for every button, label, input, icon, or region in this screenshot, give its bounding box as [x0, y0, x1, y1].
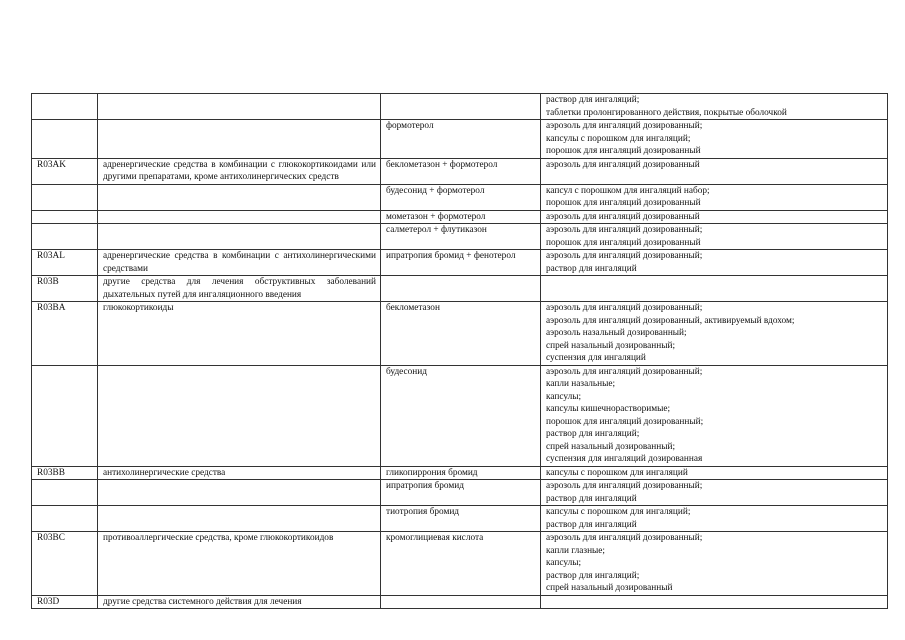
dosage-form-line: аэрозоль для ингаляций дозированный — [546, 211, 700, 222]
dosage-form-line: раствор для ингаляций; — [546, 429, 640, 439]
drug-name-cell: будесонид + формотерол — [381, 184, 541, 210]
table-row — [32, 210, 888, 224]
drug-name-cell: кромоглициевая кислота — [381, 532, 541, 596]
atc-code-cell: R03AL — [32, 250, 98, 276]
table-row — [32, 184, 888, 210]
drug-name-cell: беклометазон + формотерол — [381, 158, 541, 184]
anatomical-therapeutic-group-cell — [98, 224, 381, 250]
dosage-forms-cell — [541, 120, 888, 159]
drug-name-cell: салметерол + флутиказон — [381, 224, 541, 250]
drug-name-cell: беклометазон — [381, 302, 541, 366]
dosage-form-line: капсулы с порошком для ингаляций; — [546, 507, 691, 517]
anatomical-therapeutic-group-cell: противоаллергические средства, кроме глюкокортикоидов — [98, 532, 381, 596]
drug-name-cell: мометазон + формотерол — [381, 210, 541, 224]
drug-name-cell — [381, 276, 541, 302]
table-row — [32, 595, 888, 609]
dosage-forms-cell — [541, 158, 888, 184]
dosage-forms-cell — [541, 480, 888, 506]
table-row — [32, 94, 888, 120]
table-row — [32, 302, 888, 366]
drug-name-cell: ипратропия бромид + фенотерол — [381, 250, 541, 276]
dosage-form-line: капсулы; — [546, 391, 582, 402]
atc-code-cell: R03B — [32, 276, 98, 302]
dosage-form-line: порошок для ингаляций дозированный — [546, 146, 701, 156]
anatomical-therapeutic-group-cell — [98, 480, 381, 506]
table-row — [32, 532, 888, 596]
atc-code-cell: R03BB — [32, 466, 98, 480]
dosage-form-line: раствор для ингаляций — [546, 519, 637, 530]
dosage-form-line: спрей назальный дозированный; — [546, 441, 676, 452]
dosage-forms-cell — [541, 302, 888, 366]
dosage-form-line: аэрозоль для ингаляций дозированный; — [546, 303, 703, 313]
atc-code-cell: R03BA — [32, 302, 98, 366]
dosage-form-line: аэрозоль для ингаляций дозированный, активируемый вдохом; — [546, 315, 795, 326]
dosage-form-line: капсулы кишечнорастворимые; — [546, 404, 671, 414]
dosage-form-line: капсулы; — [546, 558, 582, 568]
dosage-forms-cell — [541, 595, 888, 609]
dosage-form-line: капли глазные; — [546, 545, 606, 556]
anatomical-therapeutic-group-cell — [98, 506, 381, 532]
dosage-form-line: аэрозоль для ингаляций дозированный; — [546, 251, 703, 261]
table-row — [32, 250, 888, 276]
atc-code-cell — [32, 94, 98, 120]
dosage-form-line: раствор для ингаляций — [546, 493, 637, 504]
atc-code-cell — [32, 506, 98, 532]
dosage-forms-cell — [541, 365, 888, 466]
dosage-form-line: аэрозоль назальный дозированный; — [546, 328, 687, 338]
table-row — [32, 466, 888, 480]
table-row — [32, 120, 888, 159]
dosage-form-line: аэрозоль для ингаляций дозированный — [546, 159, 700, 170]
atc-code-cell: R03D — [32, 595, 98, 609]
drug-name-cell: будесонид — [381, 365, 541, 466]
dosage-form-line: аэрозоль для ингаляций дозированный; — [546, 366, 703, 377]
anatomical-therapeutic-group-cell: антихолинергические средства — [98, 466, 381, 480]
atc-code-cell — [32, 210, 98, 224]
dosage-forms-cell — [541, 466, 888, 480]
anatomical-therapeutic-group-cell: адренергические средства в комбинации с глюкокортикоидами или другими препаратами, кроме антихолинергических средств — [98, 158, 381, 184]
dosage-forms-cell — [541, 506, 888, 532]
dosage-form-line: раствор для ингаляций — [546, 263, 637, 274]
drug-name-cell: тиотропия бромид — [381, 506, 541, 532]
anatomical-therapeutic-group-cell — [98, 365, 381, 466]
atc-code-cell: R03AK — [32, 158, 98, 184]
dosage-form-line: суспензия для ингаляций — [546, 353, 646, 363]
anatomical-therapeutic-group-cell — [98, 120, 381, 159]
anatomical-therapeutic-group-cell — [98, 94, 381, 120]
dosage-form-line: спрей назальный дозированный; — [546, 340, 676, 351]
table-row — [32, 224, 888, 250]
table-row — [32, 480, 888, 506]
dosage-form-line: аэрозоль для ингаляций дозированный; — [546, 121, 703, 131]
dosage-form-line: суспензия для ингаляций дозированная — [546, 454, 703, 464]
drug-table — [31, 93, 888, 609]
dosage-forms-cell — [541, 532, 888, 596]
dosage-form-line: аэрозоль для ингаляций дозированный; — [546, 481, 703, 491]
dosage-form-line: порошок для ингаляций дозированный — [546, 237, 701, 248]
dosage-forms-cell — [541, 224, 888, 250]
drug-name-cell: формотерол — [381, 120, 541, 159]
dosage-form-line: раствор для ингаляций; — [546, 95, 640, 105]
table-body — [32, 94, 888, 609]
anatomical-therapeutic-group-cell — [98, 210, 381, 224]
anatomical-therapeutic-group-cell: другие средства системного действия для лечения — [98, 595, 381, 609]
dosage-form-line: таблетки пролонгированного действия, покрытые оболочкой — [546, 107, 787, 118]
atc-code-cell: R03BC — [32, 532, 98, 596]
dosage-form-line: спрей назальный дозированный — [546, 583, 673, 593]
atc-code-cell — [32, 120, 98, 159]
dosage-form-line: порошок для ингаляций дозированный — [546, 198, 701, 208]
drug-name-cell: ипратропия бромид — [381, 480, 541, 506]
dosage-form-line: порошок для ингаляций дозированный; — [546, 416, 704, 427]
dosage-form-line: капсулы с порошком для ингаляций; — [546, 133, 691, 144]
dosage-forms-cell — [541, 94, 888, 120]
dosage-form-line: капсулы с порошком для ингаляций — [546, 467, 688, 478]
dosage-form-line: капли назальные; — [546, 379, 616, 389]
drug-name-cell: гликопиррония бромид — [381, 466, 541, 480]
atc-code-cell — [32, 365, 98, 466]
dosage-forms-cell — [541, 276, 888, 302]
table-row — [32, 365, 888, 466]
atc-code-cell — [32, 480, 98, 506]
anatomical-therapeutic-group-cell: адренергические средства в комбинации с антихолинергическими средствами — [98, 250, 381, 276]
anatomical-therapeutic-group-cell: глюкокортикоиды — [98, 302, 381, 366]
dosage-form-line: раствор для ингаляций; — [546, 570, 640, 581]
table-row — [32, 506, 888, 532]
dosage-forms-cell — [541, 250, 888, 276]
anatomical-therapeutic-group-cell — [98, 184, 381, 210]
dosage-form-line: аэрозоль для ингаляций дозированный; — [546, 533, 703, 543]
anatomical-therapeutic-group-cell: другие средства для лечения обструктивных заболеваний дыхательных путей для ингаляционного введения — [98, 276, 381, 302]
drug-name-cell — [381, 94, 541, 120]
atc-code-cell — [32, 224, 98, 250]
dosage-forms-cell — [541, 210, 888, 224]
dosage-forms-cell — [541, 184, 888, 210]
dosage-form-line: капсул с порошком для ингаляций набор; — [546, 185, 710, 196]
table-row — [32, 158, 888, 184]
dosage-form-line: аэрозоль для ингаляций дозированный; — [546, 225, 703, 235]
atc-code-cell — [32, 184, 98, 210]
drug-name-cell — [381, 595, 541, 609]
table-row — [32, 276, 888, 302]
